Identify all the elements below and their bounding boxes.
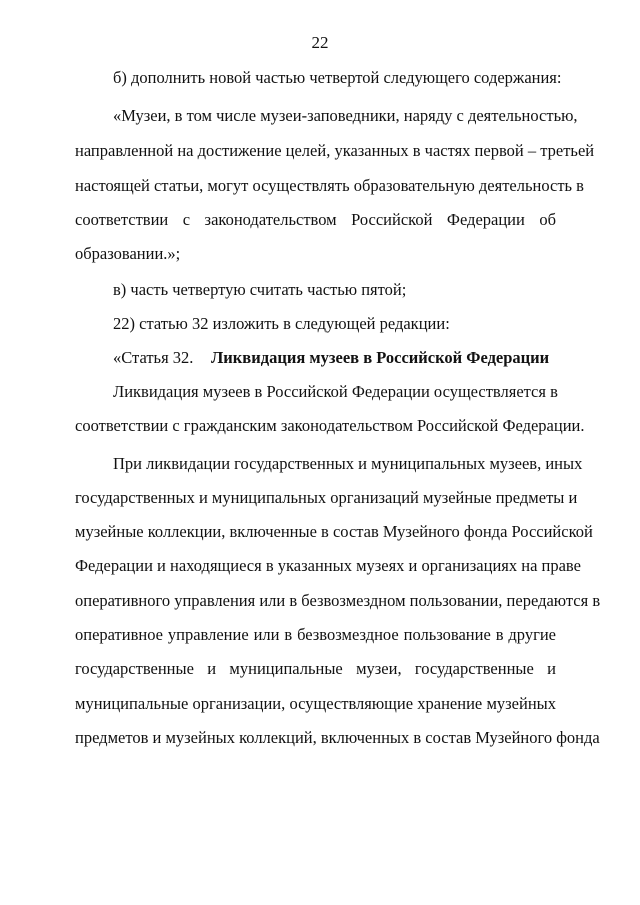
paragraph-line: настоящей статьи, могут осуществлять образовательную деятельность в: [75, 176, 584, 195]
paragraph-line: При ликвидации государственных и муниципальных музеев, иных: [113, 454, 583, 473]
paragraph-line: соответствии с законодательством Российской Федерации об: [75, 210, 556, 229]
page-number: 22: [311, 33, 329, 52]
paragraph-line: Федерации и находящиеся в указанных музеях и организациях на праве: [75, 556, 581, 575]
paragraph-line: государственные и муниципальные музеи, государственные и: [75, 659, 556, 678]
paragraph-line: образовании.»;: [75, 244, 181, 263]
paragraph-line: оперативное управление или в безвозмездное пользование в другие: [75, 625, 556, 644]
paragraph-line: б) дополнить новой частью четвертой следующего содержания:: [113, 68, 562, 87]
paragraph-line: соответствии с гражданским законодательством Российской Федерации.: [75, 416, 585, 435]
article-number: «Статья 32.: [113, 348, 194, 367]
article-title: Ликвидация музеев в Российской Федерации: [211, 348, 550, 367]
paragraph-line: музейные коллекции, включенные в состав Музейного фонда Российской: [75, 522, 593, 541]
paragraph-line: в) часть четвертую считать частью пятой;: [113, 280, 407, 299]
paragraph-line: государственных и муниципальных организаций музейные предметы и: [75, 488, 578, 507]
paragraph-line: Ликвидация музеев в Российской Федерации осуществляется в: [113, 382, 558, 401]
paragraph-line: предметов и музейных коллекций, включенных в состав Музейного фонда: [75, 728, 600, 747]
paragraph-line: «Музеи, в том числе музеи-заповедники, наряду с деятельностью,: [113, 106, 578, 125]
paragraph-line: оперативного управления или в безвозмездном пользовании, передаются в: [75, 591, 601, 610]
paragraph-line: муниципальные организации, осуществляющие хранение музейных: [75, 694, 556, 713]
paragraph-line: 22) статью 32 изложить в следующей редакции:: [113, 314, 450, 333]
paragraph-line: направленной на достижение целей, указанных в частях первой – третьей: [75, 141, 595, 160]
